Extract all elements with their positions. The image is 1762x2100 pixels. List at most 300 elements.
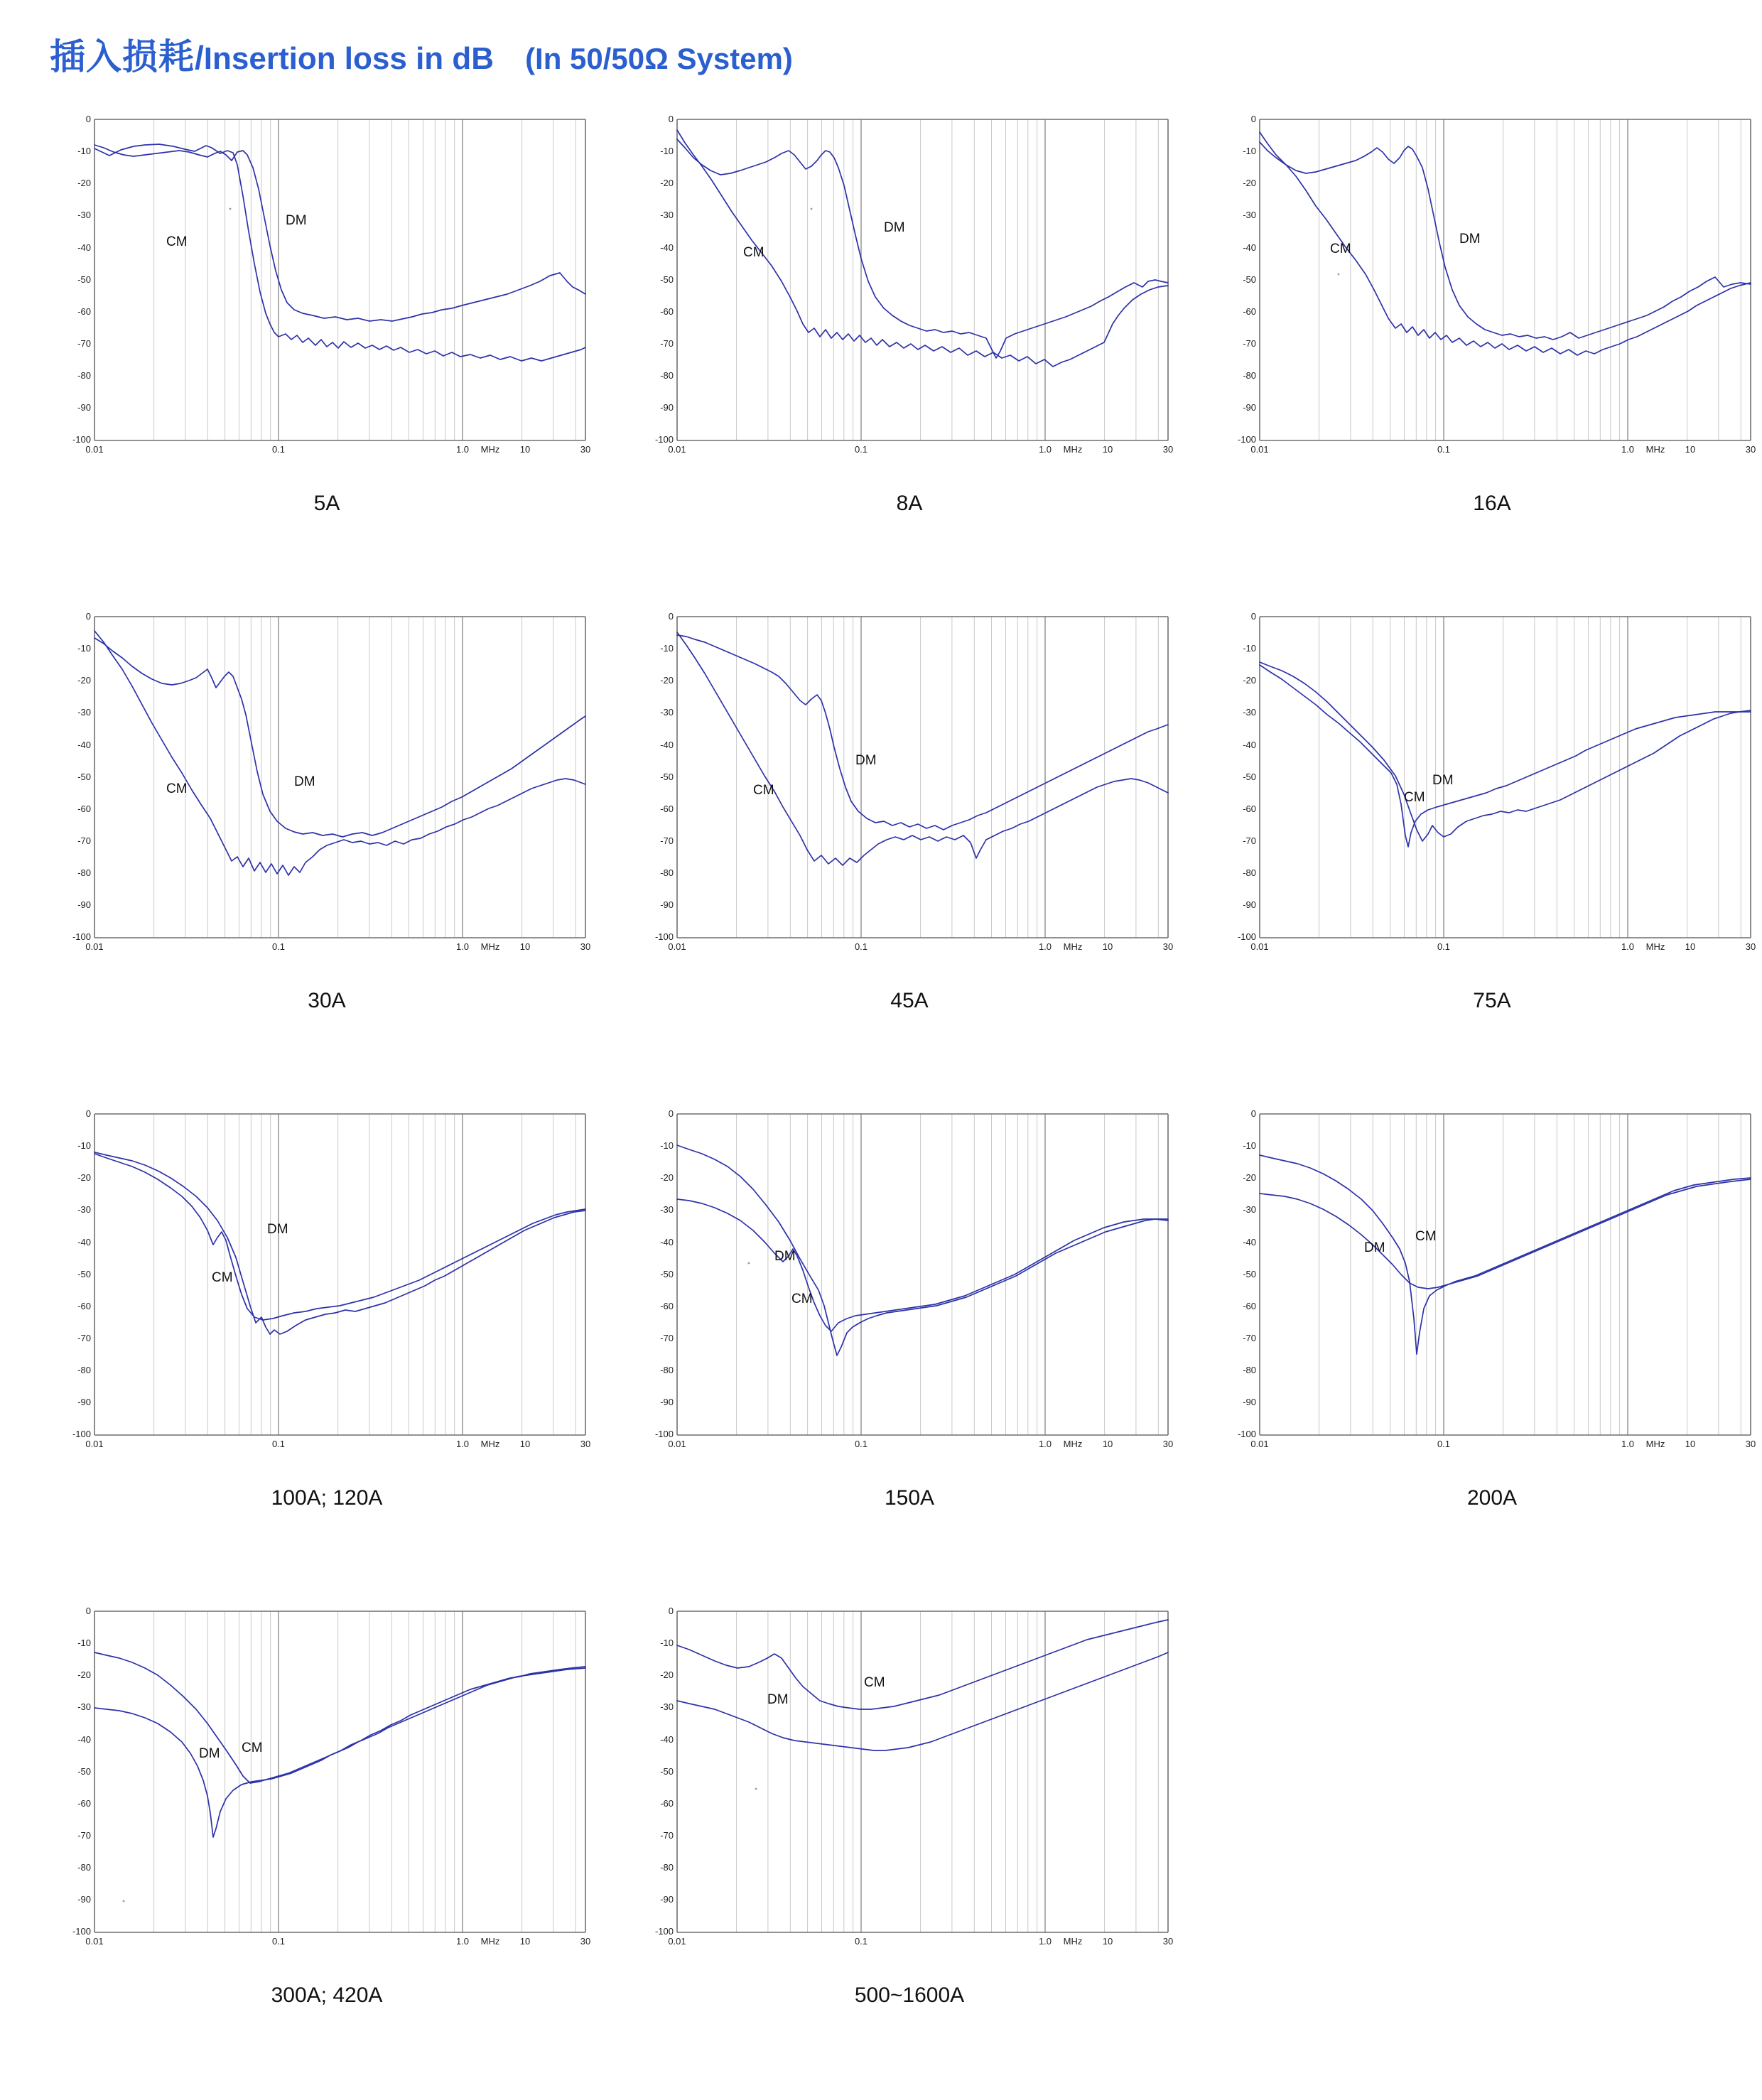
svg-text:30: 30 (1162, 444, 1174, 455)
svg-text:-90: -90 (1243, 899, 1256, 910)
svg-text:1.0: 1.0 (1038, 1936, 1052, 1947)
x-tick-labels (85, 941, 590, 952)
svg-text:-60: -60 (660, 803, 674, 814)
svg-text:0.01: 0.01 (85, 1439, 104, 1449)
svg-text:10: 10 (519, 941, 531, 952)
svg-text:-100: -100 (654, 931, 674, 942)
svg-text:-60: -60 (660, 1301, 674, 1311)
axes (94, 617, 585, 938)
series-label-cm: CM (864, 1675, 885, 1690)
svg-text:30: 30 (1745, 1439, 1756, 1449)
svg-text:-40: -40 (77, 1237, 91, 1247)
axes (1260, 617, 1751, 938)
svg-text:0: 0 (85, 1606, 91, 1616)
chart-8a (642, 111, 1177, 473)
svg-text:-80: -80 (77, 1862, 91, 1873)
svg-text:30: 30 (580, 941, 591, 952)
svg-text:0: 0 (668, 1606, 674, 1616)
y-tick-labels (72, 1108, 91, 1439)
svg-text:-80: -80 (660, 1862, 674, 1873)
svg-text:30: 30 (1162, 1936, 1174, 1947)
svg-text:1.0: 1.0 (455, 444, 470, 455)
y-tick-labels (655, 114, 674, 445)
y-tick-labels (655, 611, 674, 942)
svg-text:MHz: MHz (1645, 941, 1665, 952)
svg-text:0.01: 0.01 (1250, 444, 1269, 455)
svg-text:-80: -80 (1243, 867, 1256, 878)
title-separator: / (195, 39, 204, 76)
series-label-dm: DM (855, 753, 877, 768)
svg-text:0.1: 0.1 (854, 941, 868, 952)
chart-caption-100a: 100A; 120A (271, 1486, 383, 1510)
svg-text:-50: -50 (77, 1766, 91, 1777)
chart-16a (1225, 111, 1759, 473)
gridlines (737, 1611, 1159, 1932)
svg-text:-20: -20 (660, 178, 674, 188)
svg-text:-40: -40 (1243, 242, 1256, 253)
svg-text:0.1: 0.1 (854, 444, 868, 455)
svg-text:-80: -80 (77, 1365, 91, 1375)
chart-30a (60, 608, 594, 970)
svg-text:-50: -50 (77, 274, 91, 285)
svg-text:0.01: 0.01 (1250, 941, 1269, 952)
x-tick-labels (85, 444, 590, 455)
chart-200a-plot (1225, 1105, 1759, 1468)
svg-text:0.1: 0.1 (854, 1439, 868, 1449)
series-label-dm: DM (294, 774, 315, 789)
svg-text:MHz: MHz (1063, 941, 1083, 952)
svg-text:-90: -90 (77, 402, 91, 413)
x-tick-labels (85, 1936, 590, 1947)
svg-text:0.01: 0.01 (85, 941, 104, 952)
series-label-cm: CM (1330, 242, 1351, 256)
chart-5a (60, 111, 594, 473)
chart-caption-16a: 16A (1473, 492, 1511, 515)
svg-text:30: 30 (1162, 941, 1174, 952)
svg-text:-70: -70 (1243, 1333, 1256, 1343)
x-tick-labels (668, 941, 1173, 952)
x-tick-labels (85, 1439, 590, 1449)
svg-text:-30: -30 (660, 1204, 674, 1215)
svg-text:0: 0 (668, 1108, 674, 1119)
svg-text:-30: -30 (77, 1701, 91, 1712)
axes (677, 617, 1168, 938)
svg-text:-60: -60 (1243, 306, 1256, 317)
svg-text:1.0: 1.0 (1038, 1439, 1052, 1449)
svg-text:10: 10 (519, 444, 531, 455)
svg-text:MHz: MHz (1063, 1439, 1083, 1449)
svg-text:-30: -30 (660, 210, 674, 220)
chart-caption-300a: 300A; 420A (271, 1983, 383, 2007)
svg-text:-20: -20 (77, 675, 91, 686)
svg-text:MHz: MHz (480, 1439, 500, 1449)
chart-75a-plot (1225, 608, 1759, 970)
svg-text:-60: -60 (1243, 1301, 1256, 1311)
gridlines (154, 1611, 576, 1932)
series-labels (743, 220, 905, 260)
gridlines (1319, 617, 1741, 938)
svg-text:-50: -50 (660, 274, 674, 285)
series-label-cm: CM (212, 1270, 233, 1285)
svg-text:0.01: 0.01 (85, 1936, 104, 1947)
svg-text:-20: -20 (77, 1172, 91, 1183)
svg-text:-10: -10 (1243, 643, 1256, 654)
chart-45a-plot (642, 608, 1177, 970)
chart-300a (60, 1603, 594, 1965)
svg-text:-10: -10 (77, 1140, 91, 1151)
svg-text:-10: -10 (660, 643, 674, 654)
svg-text:-70: -70 (77, 338, 91, 349)
svg-text:10: 10 (519, 1439, 531, 1449)
svg-text:MHz: MHz (1645, 444, 1665, 455)
series-label-dm: DM (1364, 1240, 1385, 1255)
series-labels (1330, 232, 1481, 256)
svg-text:1.0: 1.0 (455, 1439, 470, 1449)
svg-text:-90: -90 (1243, 402, 1256, 413)
x-tick-labels (1250, 444, 1756, 455)
svg-text:-60: -60 (660, 1798, 674, 1809)
svg-text:-90: -90 (1243, 1397, 1256, 1407)
chart-300a-plot (60, 1603, 594, 1965)
svg-text:-10: -10 (77, 643, 91, 654)
axes (94, 119, 585, 440)
svg-text:0.1: 0.1 (271, 444, 286, 455)
svg-text:0.1: 0.1 (271, 1439, 286, 1449)
chart-16a-plot (1225, 111, 1759, 473)
svg-text:-100: -100 (72, 931, 91, 942)
svg-text:-50: -50 (77, 1269, 91, 1279)
svg-text:-90: -90 (660, 899, 674, 910)
svg-text:-20: -20 (660, 675, 674, 686)
svg-text:0.01: 0.01 (668, 941, 686, 952)
svg-text:MHz: MHz (480, 941, 500, 952)
svg-text:MHz: MHz (480, 1936, 500, 1947)
svg-text:10: 10 (1102, 941, 1113, 952)
svg-text:-80: -80 (77, 867, 91, 878)
chart-caption-150a: 150A (884, 1486, 935, 1510)
chart-75a (1225, 608, 1759, 970)
svg-text:MHz: MHz (1645, 1439, 1665, 1449)
series-label-cm: CM (166, 781, 188, 796)
series-label-dm: DM (267, 1222, 288, 1237)
svg-text:-10: -10 (660, 1638, 674, 1648)
chart-caption-5a: 5A (313, 492, 340, 515)
svg-text:0: 0 (85, 611, 91, 622)
svg-text:10: 10 (1102, 1936, 1113, 1947)
y-tick-labels (655, 1606, 674, 1937)
svg-text:-50: -50 (660, 1269, 674, 1279)
svg-text:-10: -10 (660, 146, 674, 156)
series-label-cm: CM (1415, 1229, 1437, 1244)
axes (677, 1611, 1168, 1932)
svg-text:-10: -10 (77, 146, 91, 156)
svg-text:-20: -20 (77, 1669, 91, 1680)
svg-text:10: 10 (1685, 941, 1696, 952)
svg-text:-60: -60 (1243, 803, 1256, 814)
svg-text:MHz: MHz (480, 444, 500, 455)
svg-text:-100: -100 (1237, 434, 1256, 445)
svg-text:-70: -70 (1243, 338, 1256, 349)
svg-text:-90: -90 (660, 402, 674, 413)
svg-text:-70: -70 (660, 1333, 674, 1343)
svg-text:MHz: MHz (1063, 1936, 1083, 1947)
svg-text:-30: -30 (77, 707, 91, 718)
svg-text:-30: -30 (660, 707, 674, 718)
axes (1260, 1114, 1751, 1435)
svg-text:-20: -20 (1243, 1172, 1256, 1183)
svg-text:-40: -40 (660, 242, 674, 253)
svg-text:-70: -70 (77, 835, 91, 846)
svg-text:30: 30 (580, 1936, 591, 1947)
series-label-cm: CM (743, 245, 764, 260)
svg-text:-70: -70 (660, 1830, 674, 1841)
svg-text:1.0: 1.0 (1621, 1439, 1635, 1449)
svg-text:1.0: 1.0 (455, 941, 470, 952)
svg-text:-20: -20 (1243, 178, 1256, 188)
svg-text:MHz: MHz (1063, 444, 1083, 455)
y-tick-labels (72, 611, 91, 942)
svg-text:-80: -80 (660, 1365, 674, 1375)
svg-text:-40: -40 (77, 740, 91, 750)
svg-text:30: 30 (580, 1439, 591, 1449)
svg-text:1.0: 1.0 (455, 1936, 470, 1947)
chart-100a-plot (60, 1105, 594, 1468)
chart-grid (43, 111, 1756, 2100)
x-tick-labels (668, 1439, 1173, 1449)
chart-100a (60, 1105, 594, 1468)
svg-text:-10: -10 (1243, 1140, 1256, 1151)
svg-text:0.1: 0.1 (1437, 444, 1451, 455)
svg-text:-90: -90 (77, 1894, 91, 1905)
series-label-cm: CM (1404, 790, 1425, 805)
y-tick-labels (72, 1606, 91, 1937)
svg-text:-100: -100 (72, 1429, 91, 1439)
svg-text:-50: -50 (660, 772, 674, 782)
svg-text:-80: -80 (660, 370, 674, 381)
svg-text:-50: -50 (1243, 772, 1256, 782)
chart-cell-100a (43, 1105, 611, 1603)
svg-text:-70: -70 (77, 1830, 91, 1841)
svg-text:0: 0 (668, 611, 674, 622)
chart-45a (642, 608, 1177, 970)
svg-text:-40: -40 (660, 1237, 674, 1247)
series-label-dm: DM (884, 220, 905, 235)
svg-text:10: 10 (1685, 1439, 1696, 1449)
svg-text:1.0: 1.0 (1621, 444, 1635, 455)
chart-cell-75a (1208, 608, 1762, 1105)
chart-caption-200a: 200A (1466, 1486, 1518, 1510)
gridlines (737, 617, 1159, 938)
chart-caption-75a: 75A (1473, 989, 1511, 1012)
chart-500a (642, 1603, 1177, 1965)
svg-text:10: 10 (519, 1936, 531, 1947)
svg-text:-30: -30 (1243, 210, 1256, 220)
svg-text:-30: -30 (660, 1701, 674, 1712)
svg-text:0.1: 0.1 (271, 941, 286, 952)
svg-text:-30: -30 (1243, 707, 1256, 718)
svg-text:0: 0 (668, 114, 674, 124)
chart-8a-plot (642, 111, 1177, 473)
svg-text:10: 10 (1685, 444, 1696, 455)
svg-text:-10: -10 (660, 1140, 674, 1151)
gridlines (154, 119, 576, 440)
series-labels (166, 213, 307, 249)
series-label-dm: DM (1432, 773, 1454, 788)
svg-text:-80: -80 (77, 370, 91, 381)
svg-text:-100: -100 (72, 1926, 91, 1937)
svg-text:-20: -20 (77, 178, 91, 188)
svg-text:0.01: 0.01 (668, 1439, 686, 1449)
axes (94, 1114, 585, 1435)
axes (94, 1611, 585, 1932)
svg-text:0: 0 (1250, 1108, 1256, 1119)
svg-text:10: 10 (1102, 444, 1113, 455)
chart-cell-200a (1208, 1105, 1762, 1603)
series-label-dm: DM (774, 1249, 796, 1264)
series-labels (774, 1249, 813, 1306)
svg-text:-90: -90 (660, 1894, 674, 1905)
svg-text:-100: -100 (654, 434, 674, 445)
svg-text:0.1: 0.1 (854, 1936, 868, 1947)
svg-text:-60: -60 (77, 1301, 91, 1311)
svg-text:-20: -20 (660, 1172, 674, 1183)
svg-text:-60: -60 (77, 306, 91, 317)
svg-text:-70: -70 (660, 338, 674, 349)
chart-30a-plot (60, 608, 594, 970)
chart-caption-8a: 8A (896, 492, 923, 515)
chart-cell-16a (1208, 111, 1762, 608)
svg-text:-40: -40 (77, 242, 91, 253)
svg-text:0.1: 0.1 (1437, 1439, 1451, 1449)
svg-text:-90: -90 (660, 1397, 674, 1407)
axes (677, 1114, 1168, 1435)
chart-cell-30a (43, 608, 611, 1105)
svg-text:-100: -100 (654, 1429, 674, 1439)
chart-caption-30a: 30A (308, 989, 346, 1012)
gridlines (1319, 1114, 1741, 1435)
series-label-dm: DM (1459, 232, 1481, 247)
svg-text:-30: -30 (77, 210, 91, 220)
svg-text:-50: -50 (660, 1766, 674, 1777)
chart-cell-empty (1208, 1603, 1762, 2100)
y-tick-labels (72, 114, 91, 445)
series-label-dm: DM (199, 1746, 220, 1761)
chart-cell-45a (625, 608, 1194, 1105)
page-title-english: Insertion loss in dB (203, 41, 494, 76)
x-tick-labels (668, 444, 1173, 455)
svg-text:-100: -100 (72, 434, 91, 445)
svg-text:0: 0 (1250, 114, 1256, 124)
chart-cell-150a (625, 1105, 1194, 1603)
svg-text:-60: -60 (77, 1798, 91, 1809)
svg-text:-20: -20 (1243, 675, 1256, 686)
svg-text:-80: -80 (1243, 1365, 1256, 1375)
page-title-chinese: 插入损耗 (50, 37, 195, 77)
x-tick-labels (1250, 1439, 1756, 1449)
series-labels (753, 753, 877, 798)
svg-text:0: 0 (85, 114, 91, 124)
svg-text:0.1: 0.1 (1437, 941, 1451, 952)
svg-text:-30: -30 (77, 1204, 91, 1215)
chart-cell-8a (625, 111, 1194, 608)
y-tick-labels (655, 1108, 674, 1439)
svg-text:30: 30 (580, 444, 591, 455)
chart-cell-5a (43, 111, 611, 608)
svg-text:0.01: 0.01 (1250, 1439, 1269, 1449)
series-label-cm: CM (791, 1292, 813, 1306)
svg-text:-50: -50 (1243, 1269, 1256, 1279)
svg-text:0.01: 0.01 (85, 444, 104, 455)
svg-text:-90: -90 (77, 899, 91, 910)
series-label-cm: CM (242, 1741, 263, 1755)
gridlines (737, 119, 1159, 440)
svg-text:-60: -60 (660, 306, 674, 317)
svg-text:-10: -10 (1243, 146, 1256, 156)
svg-text:-100: -100 (654, 1926, 674, 1937)
series-label-cm: CM (166, 234, 188, 249)
svg-text:-100: -100 (1237, 931, 1256, 942)
svg-text:-70: -70 (1243, 835, 1256, 846)
svg-text:-10: -10 (77, 1638, 91, 1648)
series-label-dm: DM (767, 1692, 789, 1707)
svg-text:30: 30 (1745, 444, 1756, 455)
svg-text:-100: -100 (1237, 1429, 1256, 1439)
svg-text:30: 30 (1162, 1439, 1174, 1449)
x-tick-labels (1250, 941, 1756, 952)
svg-text:0.1: 0.1 (271, 1936, 286, 1947)
chart-cell-300a (43, 1603, 611, 2100)
svg-text:-50: -50 (77, 772, 91, 782)
svg-text:-80: -80 (1243, 370, 1256, 381)
svg-text:-20: -20 (660, 1669, 674, 1680)
series-label-dm: DM (286, 213, 307, 228)
chart-caption-500a: 500~1600A (854, 1983, 965, 2007)
gridlines (737, 1114, 1159, 1435)
chart-500a-plot (642, 1603, 1177, 1965)
series-label-cm: CM (753, 783, 774, 798)
chart-150a (642, 1105, 1177, 1468)
chart-200a (1225, 1105, 1759, 1468)
svg-text:10: 10 (1102, 1439, 1113, 1449)
svg-text:-80: -80 (660, 867, 674, 878)
svg-text:-40: -40 (77, 1734, 91, 1745)
svg-text:-50: -50 (1243, 274, 1256, 285)
svg-text:1.0: 1.0 (1038, 444, 1052, 455)
svg-text:0: 0 (1250, 611, 1256, 622)
gridlines (1319, 119, 1741, 440)
svg-text:0.01: 0.01 (668, 444, 686, 455)
svg-text:-40: -40 (660, 740, 674, 750)
svg-text:-40: -40 (1243, 740, 1256, 750)
x-tick-labels (668, 1936, 1173, 1947)
svg-text:-30: -30 (1243, 1204, 1256, 1215)
svg-text:-40: -40 (1243, 1237, 1256, 1247)
gridlines (154, 617, 576, 938)
svg-text:-70: -70 (77, 1333, 91, 1343)
system-note: (In 50/50Ω System) (525, 42, 793, 75)
svg-text:0.01: 0.01 (668, 1936, 686, 1947)
svg-text:30: 30 (1745, 941, 1756, 952)
page-title (43, 28, 1719, 80)
svg-text:-70: -70 (660, 835, 674, 846)
chart-caption-45a: 45A (890, 989, 929, 1012)
chart-5a-plot (60, 111, 594, 473)
chart-150a-plot (642, 1105, 1177, 1468)
svg-text:1.0: 1.0 (1621, 941, 1635, 952)
svg-text:1.0: 1.0 (1038, 941, 1052, 952)
y-tick-labels (1238, 611, 1256, 942)
svg-text:0: 0 (85, 1108, 91, 1119)
